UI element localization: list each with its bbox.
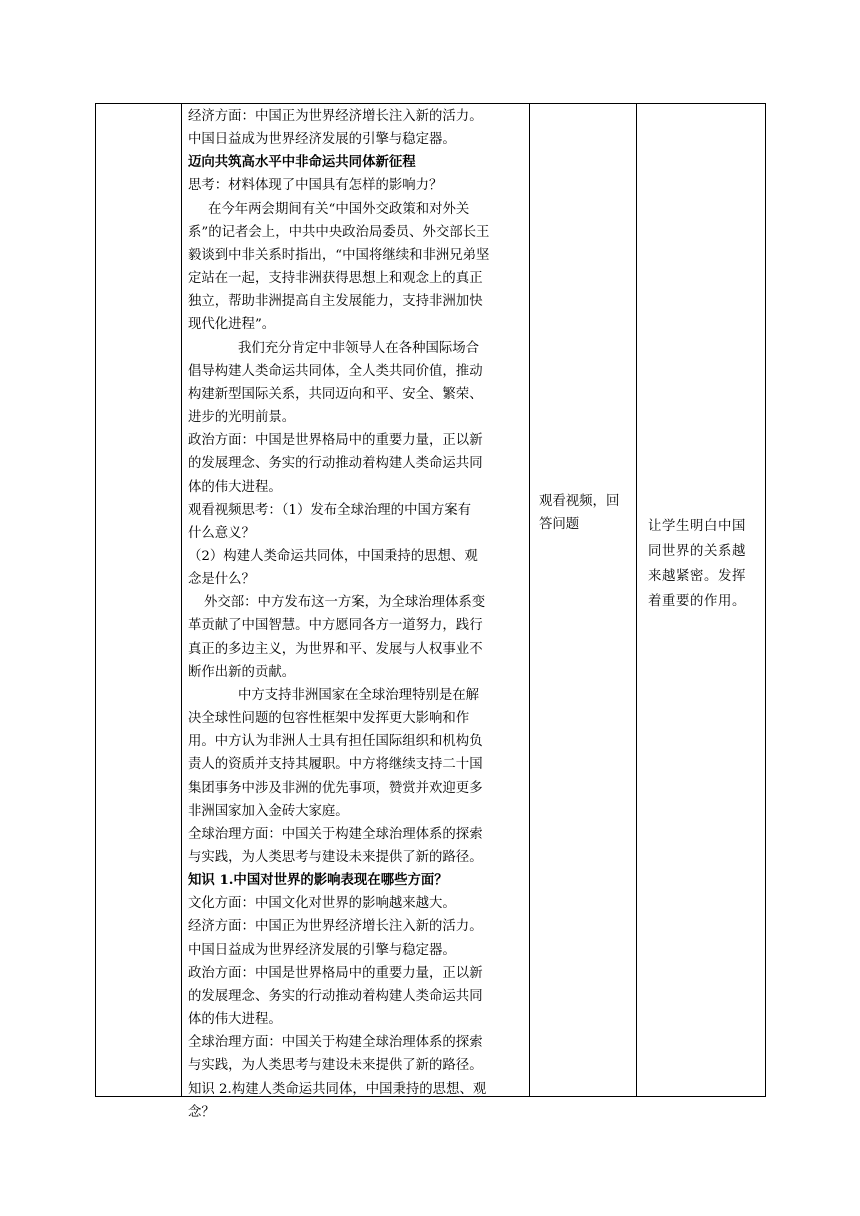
content-line: 中方支持非洲国家在全球治理特别是在解: [238, 687, 480, 703]
content-line: 迈向共筑高水平中非命运共同体新征程: [188, 154, 416, 171]
content-line: 全球治理方面：中国关于构建全球治理体系的探索: [188, 1035, 483, 1051]
content-line: 与实践，为人类思考与建设未来提供了新的路径。: [188, 850, 483, 865]
content-line: 集团事务中涉及非洲的优先事项，赞赏并欢迎更多: [188, 780, 483, 796]
content-line: 文化方面：中国文化对世界的影响越来越大。: [188, 896, 456, 912]
content-line: 经济方面：中国正为世界经济增长注入新的活力。: [188, 109, 483, 124]
content-line: 政治方面：中国是世界格局中的重要力量，正以新: [188, 965, 483, 981]
content-line: 体的伟大进程。: [188, 479, 282, 495]
content-line: 系”的记者会上，中共中央政治局委员、外交部长王: [188, 224, 490, 240]
content-line: 用。中方认为非洲人士具有担任国际组织和机构负: [188, 734, 483, 750]
content-line: 非洲国家加入金砖大家庭。: [188, 803, 349, 819]
content-line: 思考：材料体现了中国具有怎样的影响力？: [188, 178, 443, 194]
content-line: 什么意义？: [188, 525, 255, 541]
content-line: 的发展理念、务实的行动推动着构建人类命运共同: [188, 988, 483, 1004]
content-line: 念是什么？: [188, 572, 255, 588]
design-intent-line: 让学生明白中国: [648, 519, 746, 534]
content-line: 念？: [188, 1104, 215, 1120]
content-line: 外交部：中方发布这一方案，为全球治理体系变: [204, 595, 486, 611]
student-activity-column: [531, 490, 637, 536]
content-line: 进步的光明前景。: [188, 410, 296, 426]
content-line: 在今年两会期间有关“中国外交政策和对外关: [208, 201, 470, 217]
content-line: 与实践，为人类思考与建设未来提供了新的路径。: [188, 1058, 483, 1074]
content-line: 知识 2.构建人类命运共同体，中国秉持的思想、观: [188, 1081, 487, 1097]
content-line: 毅谈到中非关系时指出，“中国将继续和非洲兄弟坚: [188, 247, 490, 263]
teacher-activity-column: [182, 104, 530, 1124]
content-line: 中国日益成为世界经济发展的引擎与稳定器。: [188, 132, 456, 148]
content-line: 我们充分肯定中非领导人在各种国际场合: [238, 340, 480, 356]
content-line: 观看视频思考：（1）发布全球治理的中国方案有: [188, 502, 472, 518]
content-line: 独立，帮助非洲提高自主发展能力，支持非洲加快: [188, 294, 483, 310]
content-line: 现代化进程”。: [188, 317, 276, 333]
content-line: 经济方面：中国正为世界经济增长注入新的活力。: [188, 919, 483, 935]
content-line: 革贡献了中国智慧。中方愿同各方一道努力，践行: [188, 618, 483, 634]
content-line: 断作出新的贡献。: [188, 664, 296, 680]
content-line: 决全球性问题的包容性框架中发挥更大影响和作: [188, 711, 470, 727]
column-divider: [636, 104, 637, 1096]
content-line: 倡导构建人类命运共同体，全人类共同价值，推动: [188, 363, 483, 379]
design-intent-line: 来越紧密。发挥: [648, 569, 746, 584]
content-line: 体的伟大进程。: [188, 1012, 282, 1028]
design-intent-line: 着重要的作用。: [648, 594, 746, 609]
content-line: 中国日益成为世界经济发展的引擎与稳定器。: [188, 942, 456, 958]
content-line: 定站在一起，支持非洲获得思想上和观念上的真正: [188, 271, 483, 287]
content-line: 真正的多边主义，为世界和平、发展与人权事业不: [188, 641, 483, 657]
content-line: 的发展理念、务实的行动推动着构建人类命运共同: [188, 456, 483, 472]
content-line: 构建新型国际关系，共同迈向和平、安全、繁荣、: [188, 386, 483, 402]
design-intent-line: 同世界的关系越: [648, 544, 746, 559]
design-intent-column: [638, 514, 765, 614]
student-activity-line: 答问题: [539, 517, 580, 533]
content-line: 知识 1.中国对世界的影响表现在哪些方面？: [188, 872, 448, 889]
lesson-plan-table: [95, 103, 766, 1120]
content-line: 全球治理方面：中国关于构建全球治理体系的探索: [188, 826, 483, 842]
student-activity-line: 观看视频，回: [539, 494, 620, 509]
content-line: 责人的资质并支持其履职。中方将继续支持二十国: [188, 757, 483, 773]
content-line: 政治方面：中国是世界格局中的重要力量，正以新: [188, 433, 483, 449]
content-line: （2）构建人类命运共同体，中国秉持的思想、观: [188, 548, 478, 564]
